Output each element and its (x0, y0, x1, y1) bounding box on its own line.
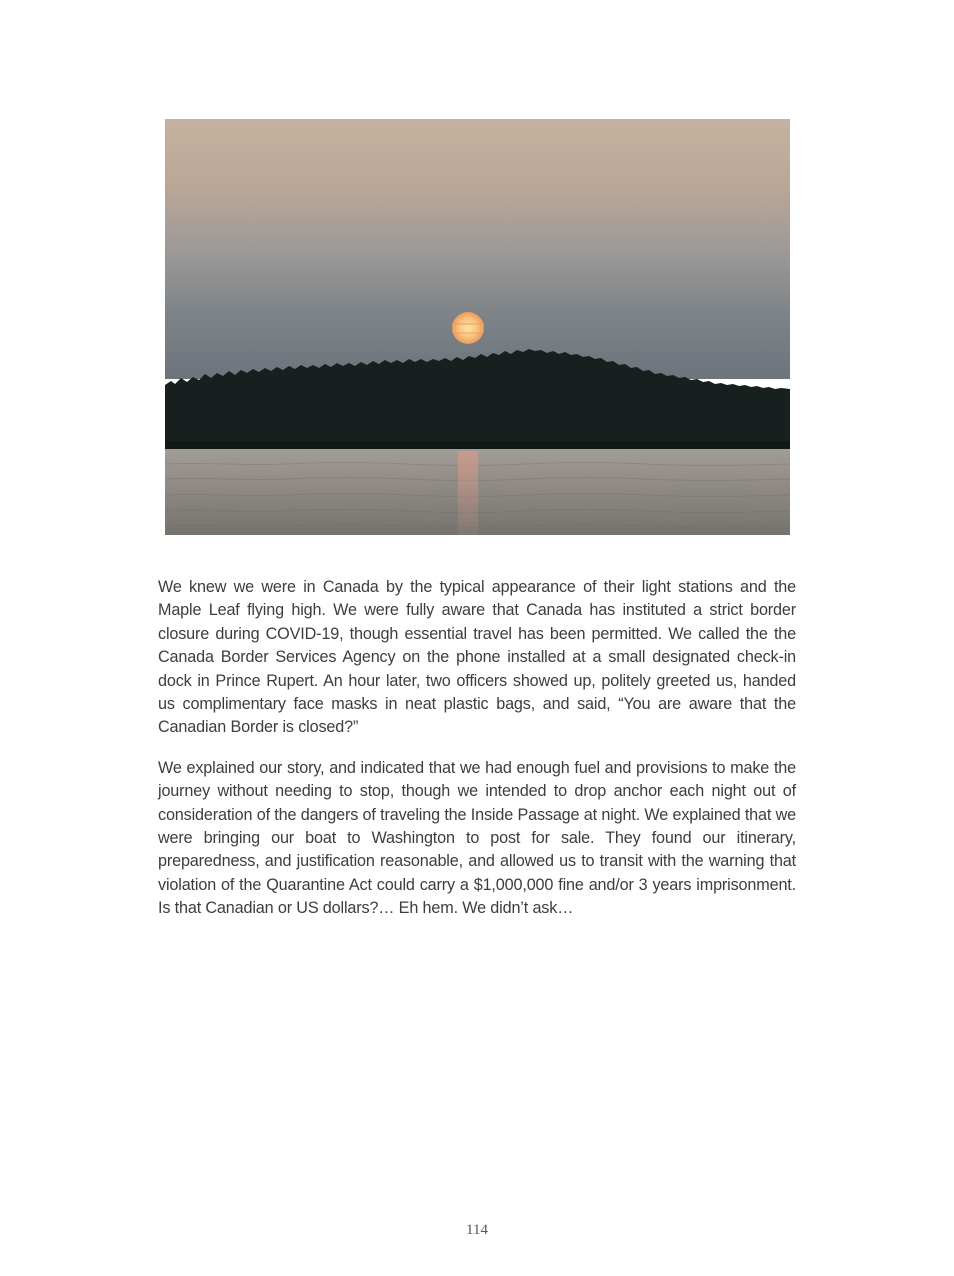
page-number: 114 (466, 1222, 488, 1238)
shoreline (165, 441, 790, 450)
sunset-photo (165, 119, 790, 535)
body-text (158, 576, 796, 938)
paragraph: We explained our story, and indicated that we had enough fuel and provisions to make the journey without needing to stop, though we intended to drop anchor each night out of consideration of the dangers of traveling the Inside Passage at night. We explained that we were bringing our boat to Washington to post for sale. They found our itinerary, preparedness, and justification reasonable, and allowed us to transit with the warning that violation of the Quarantine Act could carry a $1,000,000 fine and/or 3 years imprisonment. Is that Canadian or US dollars?… Eh hem. We didn’t ask… (158, 758, 796, 918)
sun (452, 312, 484, 344)
paragraph: We knew we were in Canada by the typical appearance of their light stations and the Maple Leaf flying high. We were fully aware that Canada has instituted a strict border closure during COVID-19, though essential travel has been permitted. We called the the Canada Border Services Agency on the phone installed at a small designated check-in dock in Prince Rupert. An hour later, two officers showed up, politely greeted us, handed us complimentary face masks in neat plastic bags, and said, “You are aware that the Canadian Border is closed?” (158, 578, 796, 737)
sun-reflection (458, 451, 478, 535)
